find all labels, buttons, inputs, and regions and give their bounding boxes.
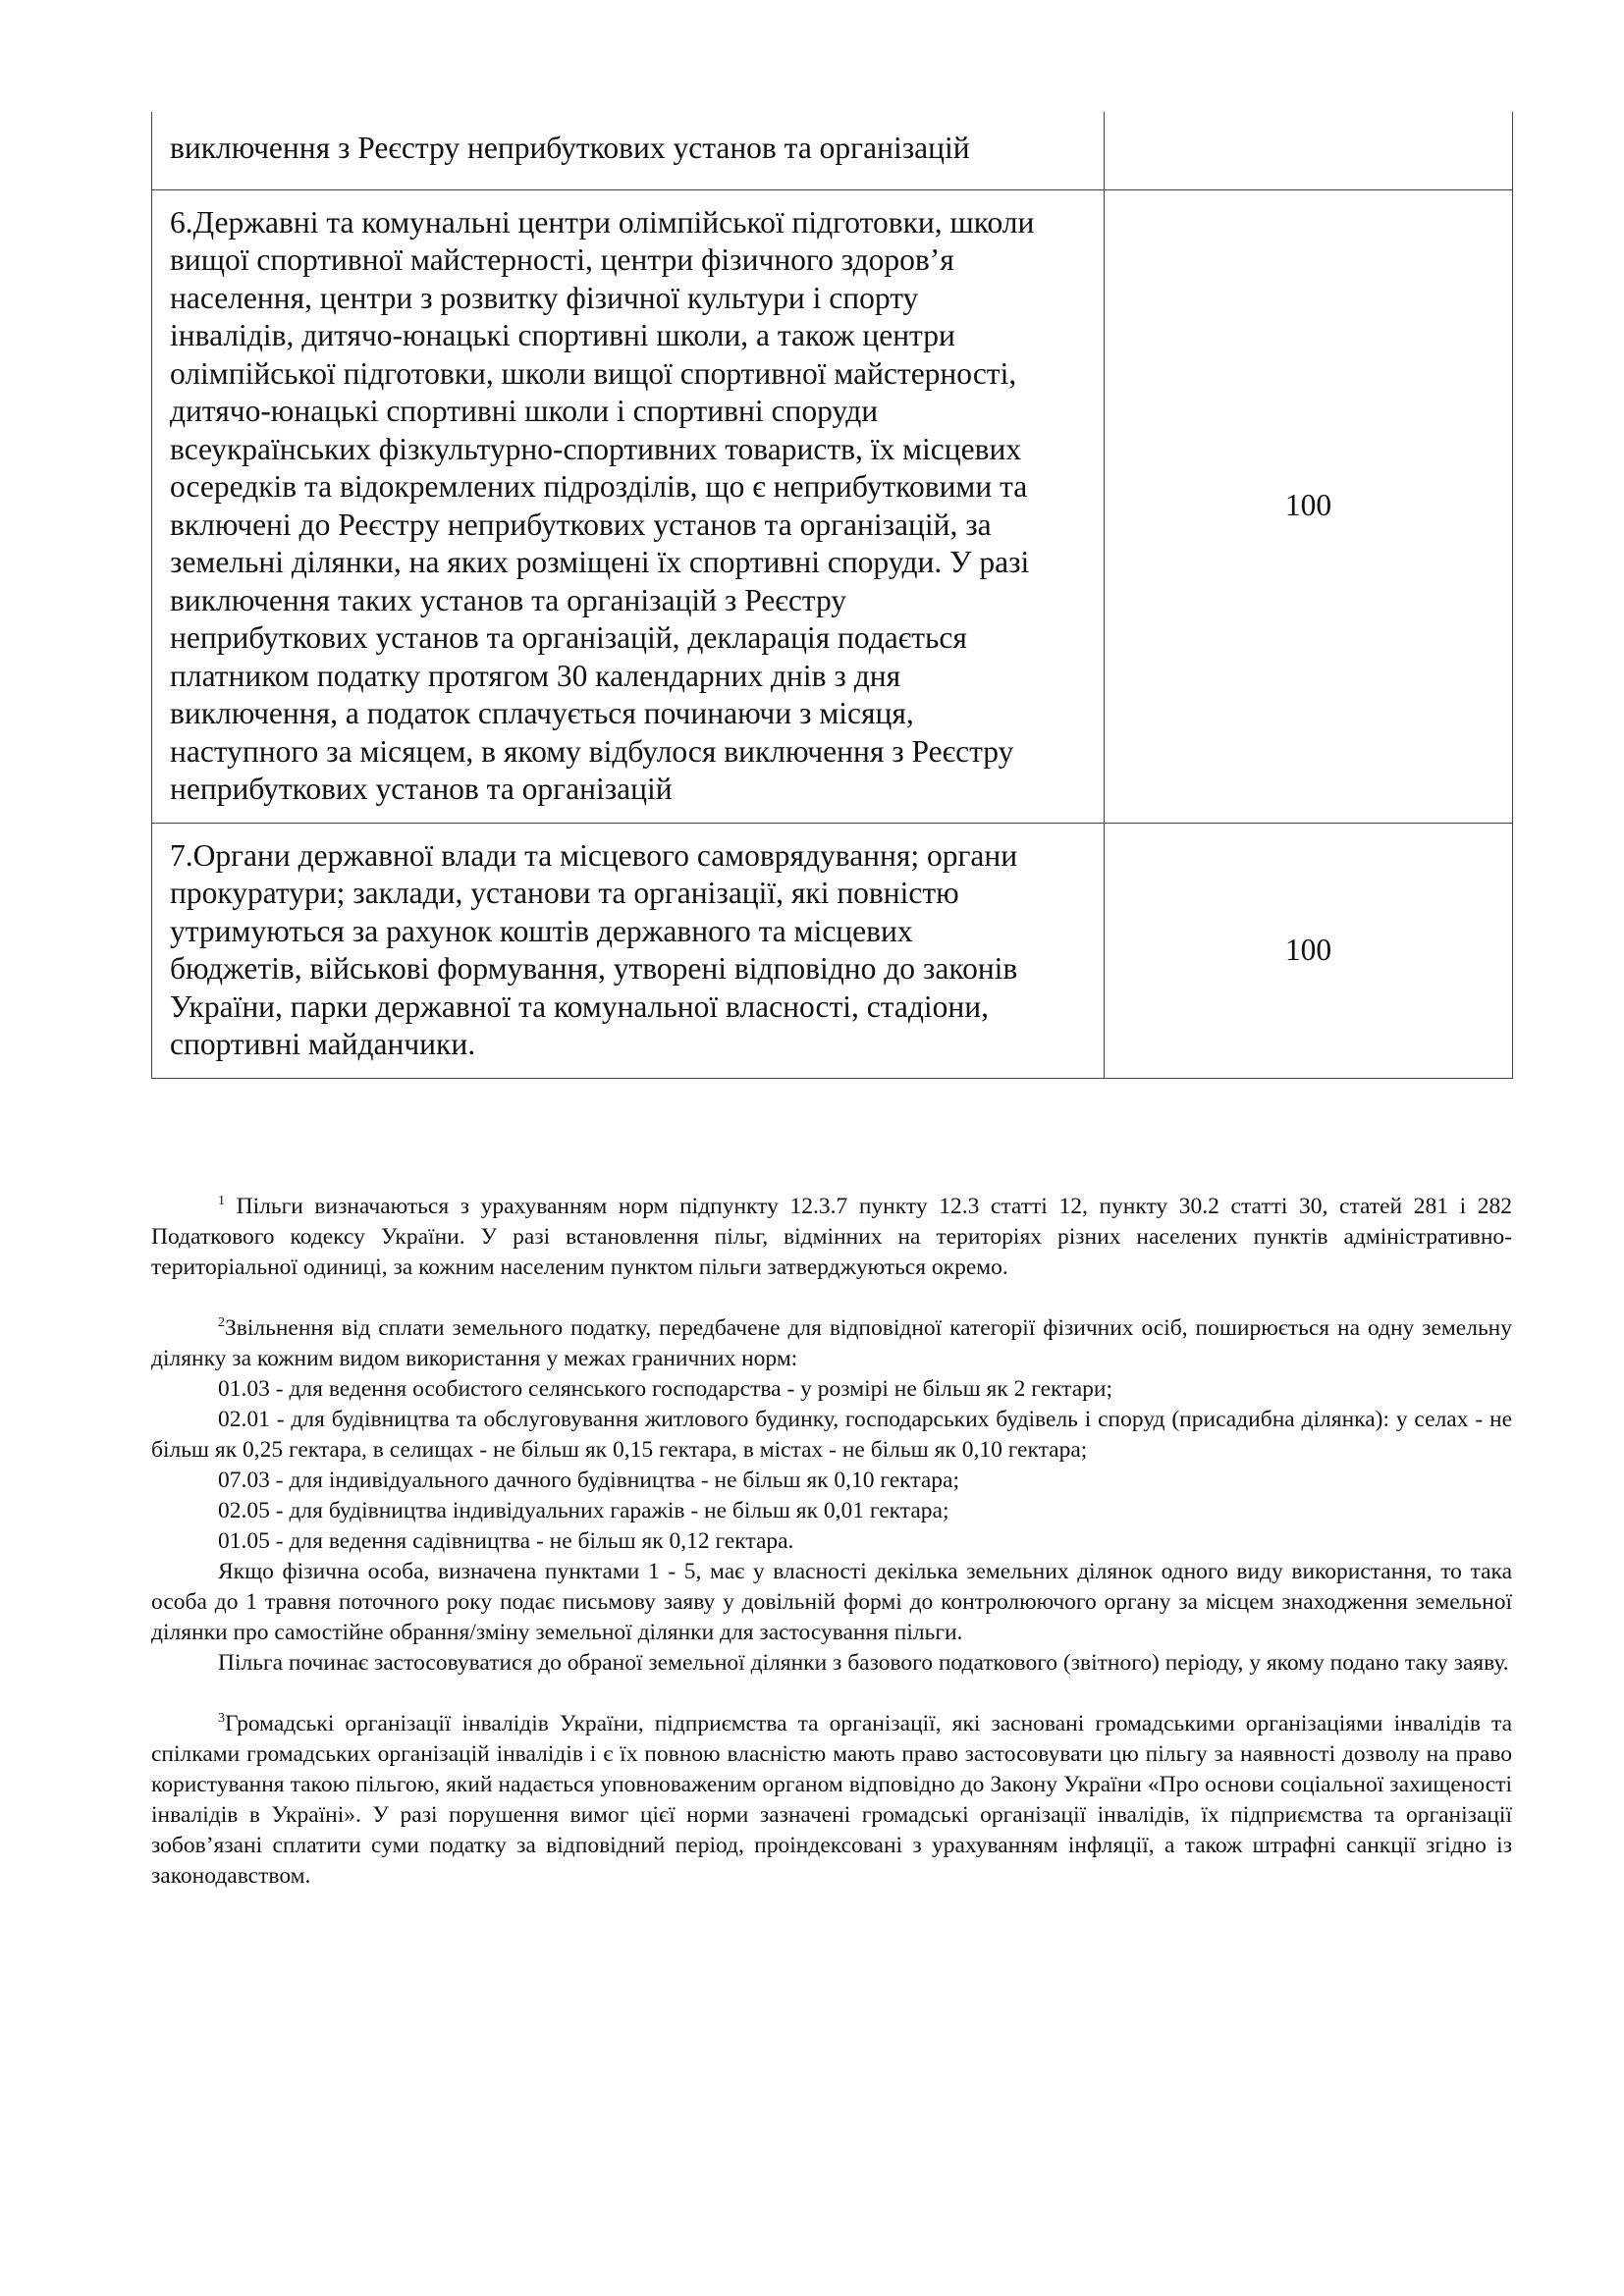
footnote-2 <box>151 1313 1512 1374</box>
land-use-item: 01.03 - для ведення особистого селянського господарства - у розмірі не більш як 2 гектари; <box>218 1376 1112 1402</box>
footnote-paragraph: Пільга починає застосовуватися до обраної земельної ділянки з базового податкового (звітного) періоду, у якому подано таку заяву. <box>218 1650 1509 1676</box>
category-text-line: виключення, а податок сплачується починаючи з місяця, <box>170 696 914 730</box>
category-text-line: земельні ділянки, на яких розміщені їх спортивні споруди. У разі <box>170 545 1030 579</box>
category-text-line: осередків та відокремлених підрозділів, що є неприбутковими та <box>170 469 1028 504</box>
table-row <box>152 823 1513 1078</box>
category-text-line: населення, центри з розвитку фізичної культури і спорту <box>170 280 919 315</box>
footnote-text: Громадські організації інвалідів України, підприємства та організації, які засновані громадськими організаціями інвалідів та спілками громадських організацій інвалідів і є їх повною власністю мають право застосовувати цю пільгу за наявності дозволу на право користування такою пільгою, який надається уповноваженим органом відповідно до Закону України «Про основи соціальної захищеності інвалідів в Україні». У разі порушення вимог цієї норми зазначені громадські організації інвалідів, їх підприємства та організації зобов’язані сплатити суми податку за відповідний період, проіндексовані з урахуванням інфляції, а також штрафні санкції згідно із законодавством. <box>151 1711 1512 1889</box>
category-text-line: прокуратури; заклади, установи та організації, які повністю <box>170 876 959 910</box>
category-text-line: дитячо-юнацькі спортивні школи і спортивні споруди <box>170 394 879 428</box>
table-row <box>152 189 1513 823</box>
category-cell <box>152 189 1105 823</box>
category-cell <box>152 112 1105 189</box>
land-use-item: 02.05 - для будівництва індивідуальних гаражів - не більш як 0,01 гектара; <box>218 1498 949 1523</box>
category-text-line: вищої спортивної майстерності, центри фізичного здоров’я <box>170 242 954 277</box>
category-text-line: виключення таких установ та організацій з Реєстру <box>170 582 847 617</box>
footnote-1 <box>151 1192 1512 1283</box>
rate-cell <box>1105 112 1513 189</box>
footnote-marker: 3 <box>218 1711 225 1727</box>
category-text-line: спортивні майданчики. <box>170 1027 476 1061</box>
table-row <box>152 112 1513 189</box>
category-text-line: утримуються за рахунок коштів державного та місцевих <box>170 913 913 948</box>
footnote-text: Звільнення від сплати земельного податку, передбачене для відповідної категорії фізичних осіб, поширюється на одну земельну ділянку за кожним видом використання у межах граничних норм: <box>151 1315 1512 1371</box>
category-text: виключення з Реєстру неприбуткових установ та організацій <box>170 131 970 165</box>
category-text-line: платником податку протягом 30 календарних днів з дня <box>170 658 901 693</box>
category-text-line: неприбуткових установ та організацій <box>170 772 673 806</box>
footnote-text: Пільги визначаються з урахуванням норм підпункту 12.3.7 пункту 12.3 статті 12, пункту 30.2 статті 30, статей 281 і 282 Податкового кодексу України. У разі встановлення пільг, відмінних на територіях різних населених пунктів адміністративно-територіальної одиниці, за кожним населеним пунктом пільги затверджуються окремо. <box>151 1194 1512 1280</box>
footnote-marker: 2 <box>218 1315 225 1331</box>
land-use-item: 01.05 - для ведення садівництва - не більш як 0,12 гектара. <box>218 1528 794 1554</box>
footnotes <box>151 1192 1512 1892</box>
footnote-marker: 1 <box>218 1194 225 1209</box>
rate-cell: 100 <box>1105 189 1513 823</box>
category-text-line: наступного за місяцем, в якому відбулося виключення з Реєстру <box>170 733 1014 769</box>
category-text-line: олімпійської підготовки, школи вищої спортивної майстерності, <box>170 355 1017 391</box>
footnote-paragraph: Якщо фізична особа, визначена пунктами 1 - 5, має у власності декілька земельних ділянок одного виду використання, то така особа до 1 травня поточного року подає письмову заяву у довільній формі до контролюючого органу за місцем знаходження земельної ділянки про самостійне обрання/зміну земельної ділянки для застосування пільги. <box>151 1559 1512 1645</box>
category-text-line: України, парки державної та комунальної власності, стадіони, <box>170 988 990 1024</box>
land-use-item: 07.03 - для індивідуального дачного будівництва - не більш як 0,10 гектара; <box>218 1468 959 1493</box>
category-text-line: включені до Реєстру неприбуткових установ та організацій, за <box>170 507 992 542</box>
category-text-line: інвалідів, дитячо-юнацькі спортивні школи, а також центри <box>170 318 955 352</box>
rate-cell: 100 <box>1105 823 1513 1078</box>
footnote-3 <box>151 1709 1512 1892</box>
category-text-line: неприбуткових установ та організацій, декларація подається <box>170 620 967 655</box>
category-cell <box>152 823 1105 1078</box>
benefits-table <box>151 112 1513 1079</box>
category-text-line: 6.Державні та комунальні центри олімпійської підготовки, школи <box>170 204 1035 240</box>
category-text-line: 7.Органи державної влади та місцевого самоврядування; органи <box>170 837 1018 873</box>
land-use-item: 02.01 - для будівництва та обслуговування житлового будинку, господарських будівель і споруд (присадибна ділянка): у селах - не більш як 0,25 гектара, в селищах - не більш як 0,15 гектара, в містах - не більш як 0,10 гектара; <box>151 1407 1512 1463</box>
category-text-line: бюджетів, військові формування, утворені відповідно до законів <box>170 951 1018 986</box>
category-text-line: всеукраїнських фізкультурно-спортивних товариств, їх місцевих <box>170 431 1022 466</box>
